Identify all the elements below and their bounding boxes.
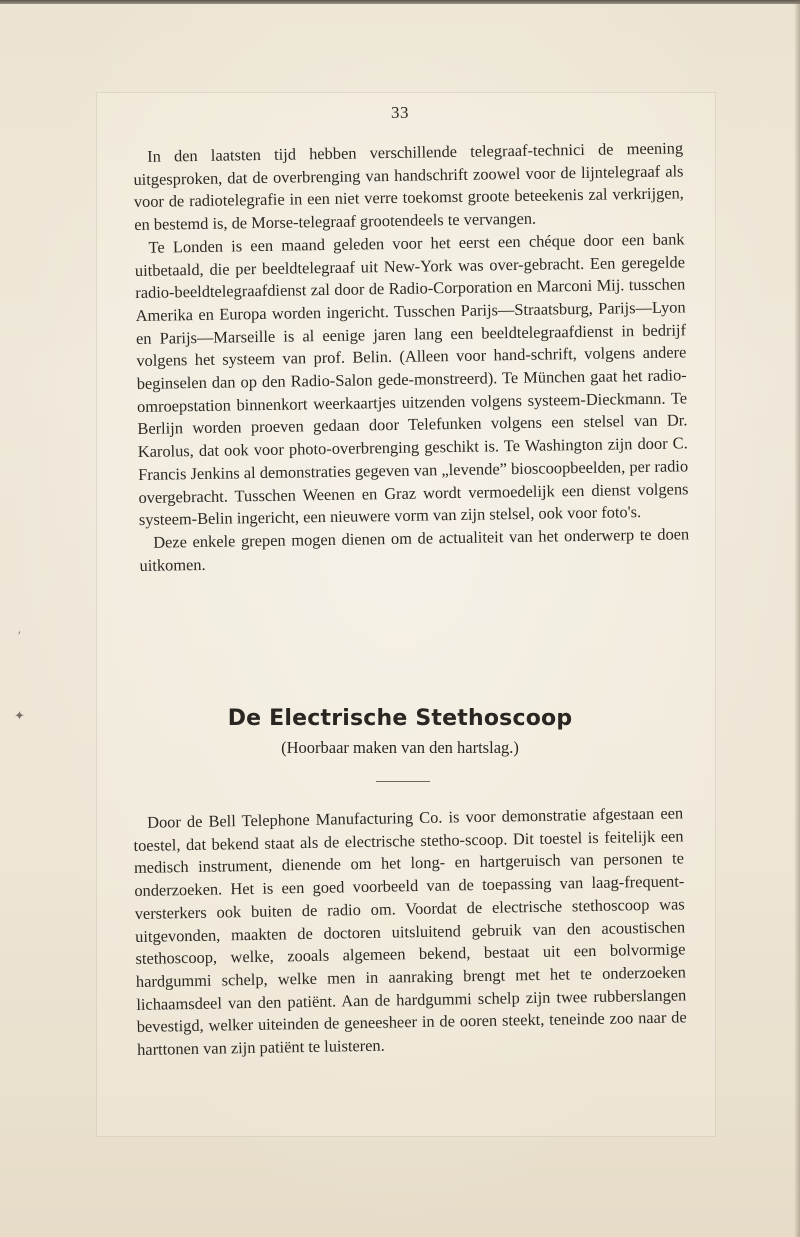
paragraph: Door de Bell Telephone Manufacturing Co. is voor demonstratie afgestaan een toestel, dat bekend staat als de electrische stetho-scoop. Dit toestel is feitelijk een medisch instrument, dienende om het long- en hartgeruisch van personen te onderzoeken. Het is een goed voorbeeld van de toepassing van laag-frequent-versterkers ook buiten de radio om. Voordat de electrische stethoscoop was uitgevonden, maakten de doctoren uitsluitend gebruik van den acoustischen stethoscoop, welke, zooals algemeen bekend, bestaat uit een bolvormige hardgummi schelp, welke men in aanraking brengt met het te onderzoeken lichaamsdeel van den patiënt. Aan de hardgummi schelp zijn twee rubberslangen bevestigd, welker uiteinden de geneesheer in de ooren steekt, teneinde zoo naar de harttonen van zijn patiënt te luisteren.	[133, 803, 687, 1059]
section-intro	[133, 137, 690, 577]
section-stethoscope	[133, 802, 687, 1061]
divider-rule	[376, 781, 430, 782]
page-number: 33	[391, 103, 409, 122]
section-subtitle: (Hoorbaar maken van den hartslag.)	[281, 738, 519, 757]
page-top-edge	[0, 0, 800, 4]
margin-mark: ✦	[14, 708, 25, 723]
margin-mark: ′	[18, 628, 21, 643]
paragraph: In den laatsten tijd hebben verschillende telegraaf-technici de meening uitgesproken, dat de overbrenging van handschrift zoowel voor de lijntelegraaf als voor de radiotelegrafie in een niet verre toekomst groote beteekenis zal verkrijgen, en bestemd is, de Morse-telegraaf grootendeels te vervangen.	[133, 138, 684, 235]
paragraph: Te Londen is een maand geleden voor het eerst een chéque door een bank uitbetaald, die per beeldtelegraaf uit New-York was over-gebracht. Een geregelde radio-beeldtelegraafdienst zal door de Radio-Corporation en Marconi Mij. tusschen Amerika en Europa worden ingericht. Tusschen Parijs—Straatsburg, Parijs—Lyon en Parijs—Marseille is al eenige jaren lang een beeldtelegraafdienst in bedrijf volgens het systeem van prof. Belin. (Alleen voor hand-schrift, volgens andere beginselen dan op den Radio-Salon gede-monstreerd). Te München gaat het radio-omroepstation binnenkort weerkaartjes uitzenden volgens systeem-Dieckmann. Te Berlijn worden proeven gedaan door Telefunken volgens een stelsel van Dr. Karolus, dat ook voor photo-overbrenging geschikt is. Te Washington zijn door C. Francis Jenkins al demonstraties gegeven van „levende” bioscoopbeelden, per radio overgebracht. Tusschen Weenen en Graz wordt vermoedelijk een dienst volgens systeem-Belin ingericht, een nieuwere vorm van zijn stelsel, ook voor foto's.	[134, 229, 689, 530]
page-right-edge	[794, 0, 800, 1237]
section-title: De Electrische Stethoscoop	[227, 706, 573, 731]
paragraph: Deze enkele grepen mogen dienen om de actualiteit van het onderwerp te doen uitkomen.	[139, 524, 690, 575]
